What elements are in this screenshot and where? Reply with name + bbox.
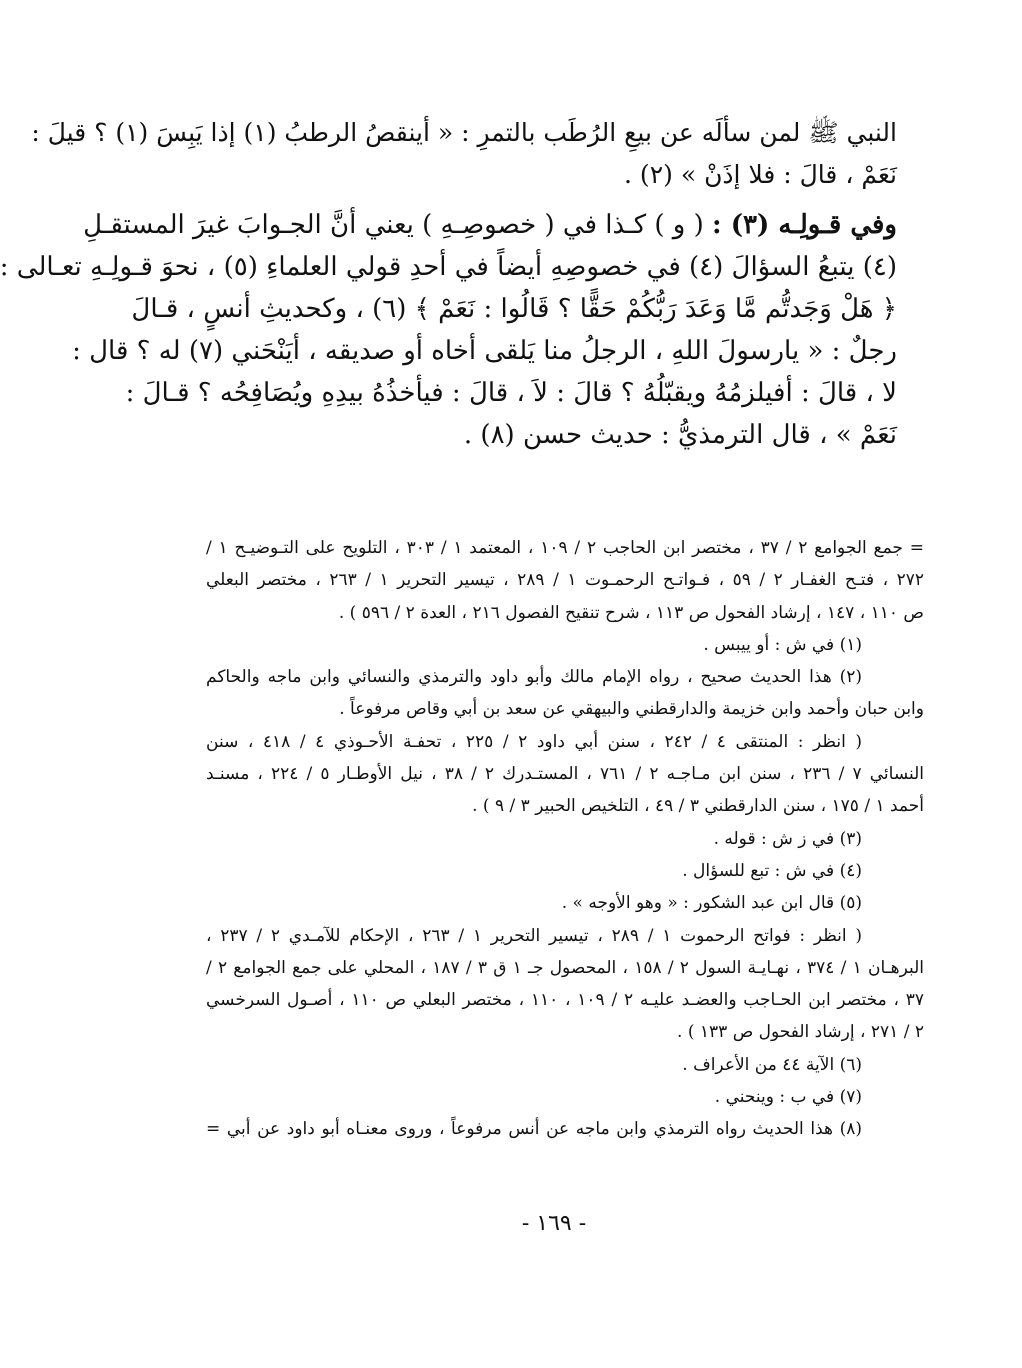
footnotes-block <box>206 532 924 1146</box>
footnote-line: ٢ / ٢٧١ ، إرشاد الفحول ص ١٣٣ ) . <box>677 1022 924 1043</box>
section-label: وفي قـولِـه (٣) : <box>712 210 897 240</box>
main-text-line: لا ، قالَ : أفيلزمُهُ ويقبّلُهُ ؟ قالَ : لاَ ، قالَ : فيأخذُهُ بيدِهِ ويُصَافِحُه ؟ قـالَ : <box>125 378 897 408</box>
footnote-line: ( انظر : فواتح الرحموت ١ / ٢٨٩ ، تيسير التحرير ١ / ٢٦٣ ، الإحكام للآمـدي ٢ / ٢٣٧ ، <box>206 925 863 946</box>
footnote-line: (٧) في ب : وينحني . <box>714 1087 862 1108</box>
main-text-line <box>83 204 897 246</box>
footnote-line: (١) في ش : أو ييبس . <box>703 634 862 655</box>
footnote-line: (٣) في ز ش : قوله . <box>713 828 862 849</box>
main-text-line: نَعَمْ ، قالَ : فلا إذَنْ » (٢) . <box>624 160 897 189</box>
footnote-line: (٨) هذا الحديث رواه الترمذي وابن ماجه عن أنس مرفوعاً ، وروى معنـاه أبو داود عن أبي = <box>206 1119 862 1140</box>
footnote-line: (٤) في ش : تبع للسؤال . <box>682 860 862 881</box>
footnote-line: (٢) هذا الحديث صحيح ، رواه الإمام مالك وأبو داود والترمذي والنسائي وابن ماجه والحاكم <box>206 667 862 688</box>
footnote-line: أحمد ١ / ١٧٥ ، سنن الدارقطني ٣ / ٤٩ ، التلخيص الحبير ٣ / ٩ ) . <box>472 796 924 817</box>
footnote-line: ( انظر : المنتقى ٤ / ٢٤٢ ، سنن أبي داود ٢ / ٢٢٥ ، تحفـة الأحـوذي ٤ / ٤١٨ ، سنن <box>206 731 862 752</box>
footnote-line: النسائي ٧ / ٢٣٦ ، سنن ابن مـاجـه ٢ / ٧٦١ ، المستـدرك ٢ / ٣٨ ، نيل الأوطـار ٥ / ٢٢٤ ، مسنـد <box>206 764 925 785</box>
main-text-line: نَعَمْ » ، قال الترمذيُّ : حديث حسن (٨) . <box>463 420 897 450</box>
footnote-line: (٥) قال ابن عبد الشكور : « وهو الأوجه » . <box>561 893 862 914</box>
main-text-line: النبي ﷺ لمن سألَه عن بيعِ الرُطَب بالتمرِ : « أينقصُ الرطبُ (١) إذا يَبِسَ (١) ؟ قيلَ : <box>31 118 897 147</box>
footnote-line: البرهـان ١ / ٣٧٤ ، نهـايـة السول ٢ / ١٥٨ ، المحصول جـ ١ ق ٣ / ١٨٧ ، المحلي على جمع الجوامع ٢ / <box>206 957 925 978</box>
page-number: - ١٦٩ - <box>521 1211 587 1236</box>
main-text-block <box>0 112 897 456</box>
main-text-line: رجلٌ : « يارسولَ اللهِ ، الرجلُ منا يَلقى أخاه أو صديقه ، أيَنْحَني (٧) له ؟ قال : <box>72 336 897 366</box>
quran-verse-line: ﴿ هَلْ وَجَدتُّم مَّا وَعَدَ رَبُّكُمْ حَقًّا ؟ قَالُوا : نَعَمْ ﴾ (٦) ، وكحديثِ أنسٍ ، قـالَ <box>131 294 897 324</box>
footnote-line: وابن حبان وأحمد وابن خزيمة والدارقطني والبيهقي عن سعد بن أبي وقاص مرفوعاً . <box>339 699 924 720</box>
footnote-line: ٣٧ ، مختصر ابن الحـاجب والعضـد عليـه ٢ / ١٠٩ ، ١١٠ ، مختصر البعلي ص ١١٠ ، أصـول السرخسي <box>206 990 925 1011</box>
main-text-line: (٤) يتبعُ السؤالَ (٤) في خصوصِهِ أيضاً في أحدِ قولي العلماءِ (٥) ، نحوَ قـولِـهِ تعـالى : <box>0 252 897 282</box>
main-text-segment: ( و ) كـذا في ( خصوصِـهِ ) يعني أنَّ الجـوابَ غيرَ المستقـلِ <box>83 210 704 240</box>
footnote-line: ص ١١٠ ، ١٤٧ ، إرشاد الفحول ص ١١٣ ، شرح تنقيح الفصول ٢١٦ ، العدة ٢ / ٥٩٦ ) . <box>338 602 924 623</box>
footnote-line: (٦) الآية ٤٤ من الأعراف . <box>682 1054 862 1075</box>
footnote-line: ٢٧٢ ، فتـح الغفـار ٢ / ٥٩ ، فـواتـح الرحمـوت ١ / ٢٨٩ ، تيسير التحرير ١ / ٢٦٣ ، مختصر البعلي <box>206 570 924 591</box>
footnote-line: = جمع الجوامع ٢ / ٣٧ ، مختصر ابن الحاجب ٢ / ١٠٩ ، المعتمد ١ / ٣٠٣ ، التلويح على التـوضيـح ١ / <box>206 538 924 558</box>
